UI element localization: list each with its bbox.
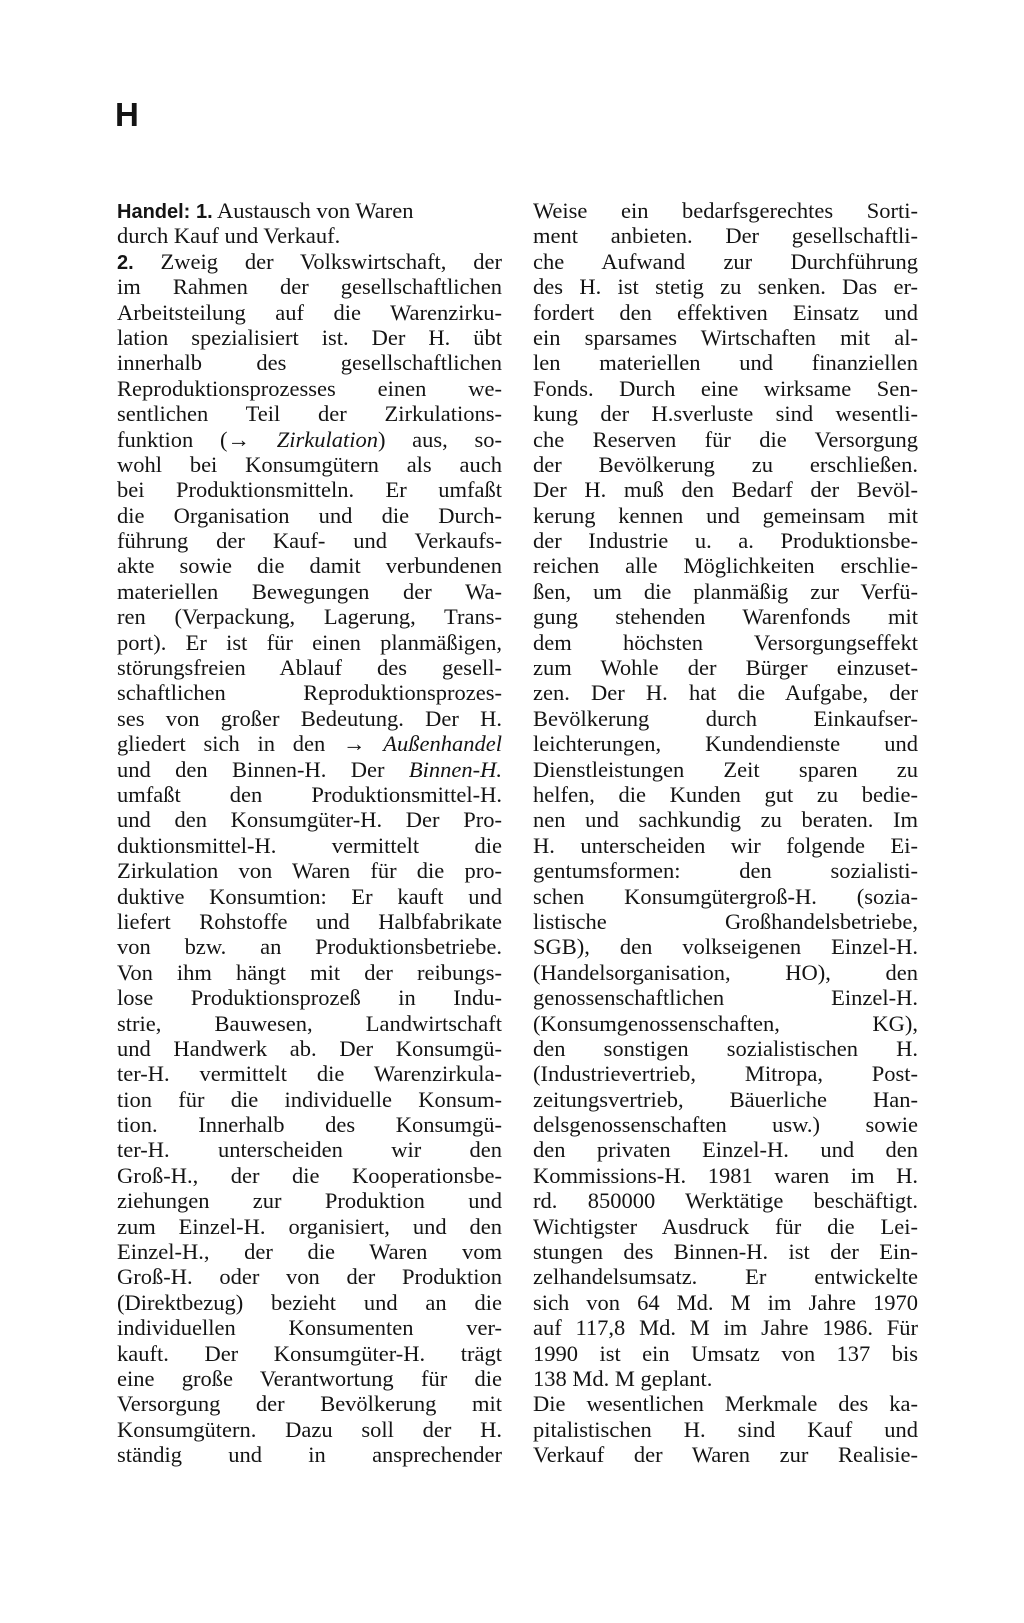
text-line: der Bevölkerung zu erschließen. [533,451,918,477]
text-line: Konsumgütern. Dazu soll der H. [117,1416,502,1442]
text-line: Fonds. Durch eine wirksame Sen- [533,375,918,401]
text-line: Weise ein bedarfsgerechtes Sorti- [533,198,918,223]
text-line: genossenschaftlichen Einzel-H. [533,985,918,1011]
text-line: umfaßt den Produktionsmittel-H. [117,781,502,807]
section-letter: H [115,96,139,133]
text-line: des H. ist stetig zu senken. Das er- [533,274,918,300]
text-line: auf 117,8 Md. M im Jahre 1986. Für [533,1315,918,1341]
text-line: der Industrie u. a. Produktionsbe- [533,528,918,554]
text-line: gliedert sich in den → Außenhandel [117,731,502,757]
text-line: sich von 64 Md. M im Jahre 1970 [533,1289,918,1315]
text-line: ter-H. unterscheiden wir den [117,1137,502,1163]
text-line: 138 Md. M geplant. [533,1365,713,1391]
text-line: funktion (→ Zirkulation) aus, so- [117,426,502,452]
text-line: ses von großer Bedeutung. Der H. [117,705,502,731]
text-line: tion für die individuelle Konsum- [117,1086,502,1112]
text-line: pitalistischen H. sind Kauf und [533,1416,918,1442]
text-line: Versorgung der Bevölkerung mit [117,1391,502,1417]
text-line: (Handelsorganisation, HO), den [533,959,918,985]
text-line: Groß-H. oder von der Produktion [117,1264,502,1290]
text-line: stungen des Binnen-H. ist der Ein- [533,1239,918,1265]
sense-number: 2. [117,251,134,274]
text-line: ter-H. vermittelt die Warenzirkula- [117,1061,502,1087]
text-line: rd. 850000 Werktätige beschäftigt. [533,1188,918,1214]
text-line: die Organisation und die Durch- [117,502,502,528]
text-line: innerhalb des gesellschaftlichen [117,350,502,376]
text-line: tion. Innerhalb des Konsumgü- [117,1112,502,1138]
text-line: schen Konsumgütergroß-H. (sozia- [533,883,918,909]
text-line: ren (Verpackung, Lagerung, Trans- [117,604,502,630]
headword: Handel: [117,201,191,223]
text-line: Arbeitsteilung auf die Warenzirku- [117,299,502,325]
text-line: H. unterscheiden wir folgende Ei- [533,832,918,858]
text-line: che Aufwand zur Durchführung [533,248,918,274]
text-line: zelhandelsumsatz. Er entwickelte [533,1264,918,1290]
text-line: den sonstigen sozialistischen H. [533,1035,918,1061]
text-line: ein sparsames Wirtschaften mit al- [533,324,918,350]
text-line: bei Produktionsmitteln. Er umfaßt [117,477,502,503]
defined-term: Binnen-H. [408,756,502,782]
text-line: Reproduktionsprozesses einen we- [117,375,502,401]
text-line: kung der H.sverluste sind wesentli- [533,401,918,427]
text-line: sentlichen Teil der Zirkulations- [117,401,502,427]
text-line: liefert Rohstoffe und Halbfabrikate [117,908,502,934]
text-line: Kommissions-H. 1981 waren im H. [533,1162,918,1188]
text-line: che Reserven für die Versorgung [533,426,918,452]
text-line: gentumsformen: den sozialisti- [533,858,918,884]
text-line: ment anbieten. Der gesellschaftli- [533,223,918,249]
text-line: (Konsumgenossenschaften, KG), [533,1010,918,1036]
text-line: und Handwerk ab. Der Konsumgü- [117,1035,502,1061]
text-line: listische Großhandelsbetriebe, [533,908,918,934]
text-line: wohl bei Konsumgütern als auch [117,451,502,477]
text-line: Zirkulation von Waren für die pro- [117,858,502,884]
text-line: durch Kauf und Verkauf. [117,223,341,249]
text-line: Handel: 1. Austausch von Waren [117,198,414,223]
text-line: zum Wohle der Bürger einzuset- [533,655,918,681]
text-line: (Industrievertrieb, Mitropa, Post- [533,1061,918,1087]
text-line: helfen, die Kunden gut zu bedie- [533,781,918,807]
text-line: delsgenossenschaften usw.) sowie [533,1112,918,1138]
text-line: akte sowie die damit verbundenen [117,553,502,579]
text-line: zum Einzel-H. organisiert, und den [117,1213,502,1239]
text-line: schaftlichen Reproduktionsprozes- [117,680,502,706]
text-line: eine große Verantwortung für die [117,1365,502,1391]
text-line: duktive Konsumtion: Er kauft und [117,883,502,909]
text-line: lation spezialisiert ist. Der H. übt [117,324,502,350]
text-line: im Rahmen der gesellschaftlichen [117,274,502,300]
text-line: gung stehenden Warenfonds mit [533,604,918,630]
text-line: kauft. Der Konsumgüter-H. trägt [117,1340,502,1366]
text-line: Einzel-H., der die Waren vom [117,1239,502,1265]
text-line: reichen alle Möglichkeiten erschlie- [533,553,918,579]
text-line: Verkauf der Waren zur Realisie- [533,1442,918,1468]
left-column [117,198,502,1468]
cross-reference: Außenhandel [383,731,502,757]
text-line: (Direktbezug) bezieht und an die [117,1289,502,1315]
text-line: leichterungen, Kundendienste und [533,731,918,757]
text-line: duktionsmittel-H. vermittelt die [117,832,502,858]
text-line: störungsfreien Ablauf des gesell- [117,655,502,681]
right-column [533,198,918,1468]
text-line: ßen, um die planmäßig zur Verfü- [533,578,918,604]
cross-reference: Zirkulation [276,426,378,452]
text-line: Bevölkerung durch Einkaufser- [533,705,918,731]
text-line: fordert den effektiven Einsatz und [533,299,918,325]
text-line: 2. Zweig der Volkswirtschaft, der [117,248,502,274]
text-line: strie, Bauwesen, Landwirtschaft [117,1010,502,1036]
text-line: führung der Kauf- und Verkaufs- [117,528,502,554]
text-line: Der H. muß den Bedarf der Bevöl- [533,477,918,503]
text-line: ständig und in ansprechender [117,1442,502,1468]
text-line: Von ihm hängt mit der reibungs- [117,959,502,985]
text-line: len materiellen und finanziellen [533,350,918,376]
text-line: individuellen Konsumenten ver- [117,1315,502,1341]
text-line: dem höchsten Versorgungseffekt [533,629,918,655]
text-line: zen. Der H. hat die Aufgabe, der [533,680,918,706]
text-line: lose Produktionsprozeß in Indu- [117,985,502,1011]
text-line: port). Er ist für einen planmäßigen, [117,629,502,655]
text-line: materiellen Bewegungen der Wa- [117,578,502,604]
text-line: und den Binnen-H. Der Binnen-H. [117,756,502,782]
text-line: Groß-H., der die Kooperationsbe- [117,1162,502,1188]
sense-number: 1. [195,201,213,223]
text-line: und den Konsumgüter-H. Der Pro- [117,807,502,833]
text-line: Die wesentlichen Merkmale des ka- [533,1391,918,1417]
text-line: den privaten Einzel-H. und den [533,1137,918,1163]
text-line: von bzw. an Produktionsbetriebe. [117,934,502,960]
text-line: 1990 ist ein Umsatz von 137 bis [533,1340,918,1366]
text-line: Dienstleistungen Zeit sparen zu [533,756,918,782]
text-line: kerung kennen und gemeinsam mit [533,502,918,528]
text-line: ziehungen zur Produktion und [117,1188,502,1214]
text-line: SGB), den volkseigenen Einzel-H. [533,934,918,960]
text-line: zeitungsvertrieb, Bäuerliche Han- [533,1086,918,1112]
text-line: Wichtigster Ausdruck für die Lei- [533,1213,918,1239]
text-line: nen und sachkundig zu beraten. Im [533,807,918,833]
